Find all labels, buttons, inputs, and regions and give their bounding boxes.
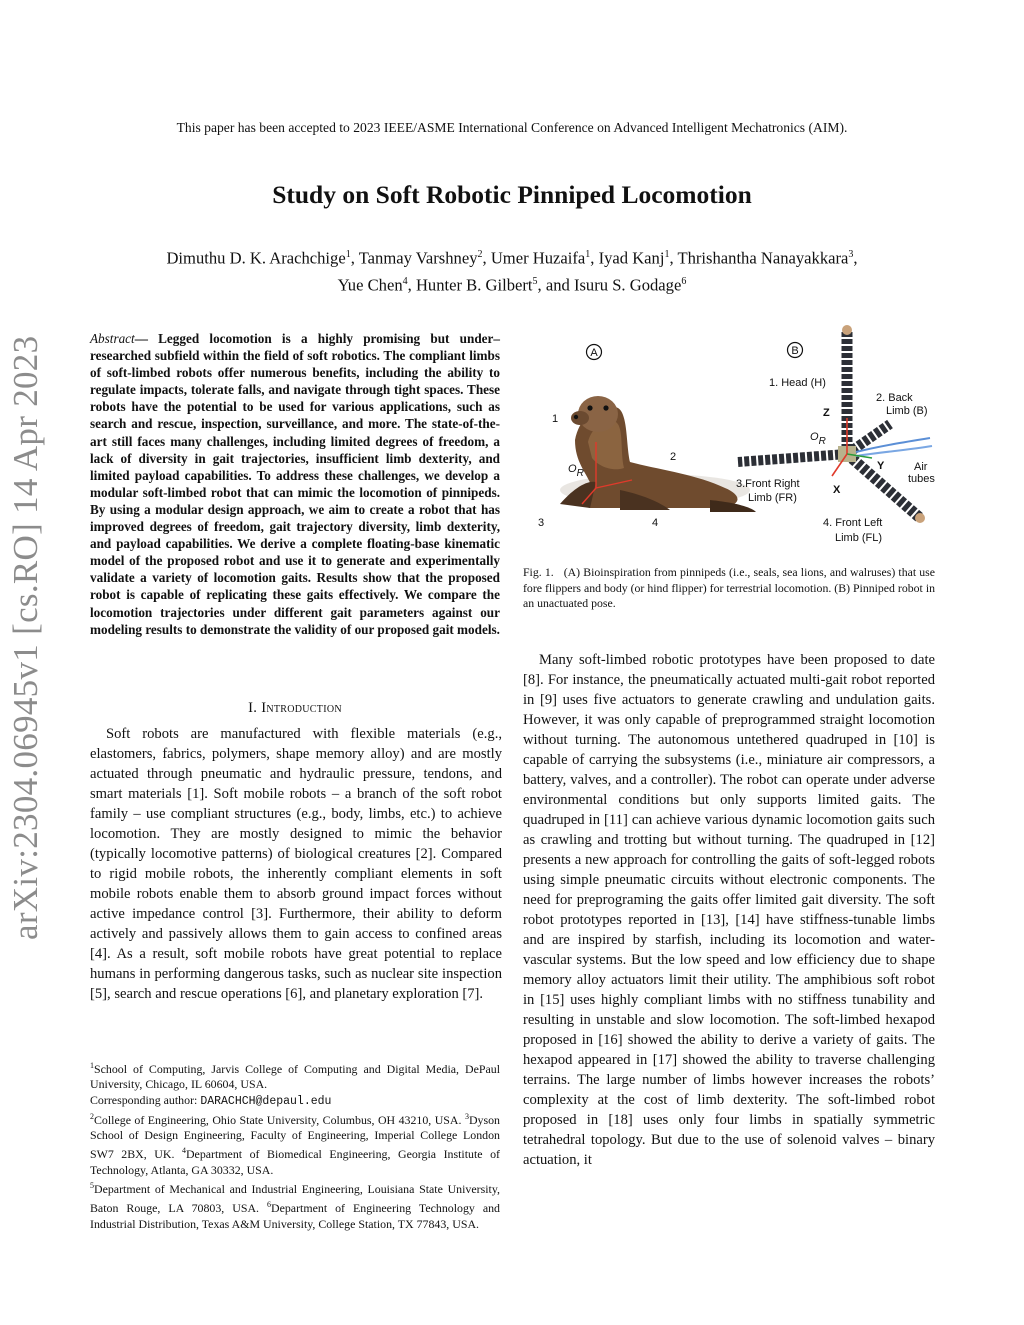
front-left-tip bbox=[915, 513, 925, 523]
front-right-label-1: 3.Front Right bbox=[736, 478, 800, 490]
author: Umer Huzaifa bbox=[490, 248, 586, 268]
sea-lion-snout bbox=[571, 411, 589, 425]
author: Iyad Kanj bbox=[598, 248, 665, 268]
paragraph: Many soft-limbed robotic prototypes have been proposed to date [8]. For instance, the pneumatically actuated multi-gait robot reported in [9] uses five actuators to generate crawling and undulation gaits. However, it was only capable of preprogrammed straight locomotion without turning. The autonomous untethered quadruped in [10] is capable of carrying the subsystems (i.e., miniature air compressors, a battery, valves, and a controller). The robot can operate under adverse environmental conditions but only supports limited gaits. The quadruped in [11] can achieve various dynamic locomotion gaits such as crawling and trotting but without turning. The quadruped in [12] presents a new approach for controlling the gaits of soft-legged robots using simple pneumatic circuits without electronic components. The need for preprograming the gaits offer limited gait diversity. The soft robot prototypes reported in [13], [14] have stiffness-tunable limbs and are inspired by starfish, including its locomotion and water-vascular systems. But the low speed and low efficiency due to shape memory alloy actuators limit their utility. The amphibious soft robot in [15] uses highly compliant limbs with no stiffness tunability and resulting in unstable and slow locomotion. The soft-limbed hexapod proposed in [16] showed the ability to derive a variety of gaits. The hexapod appeared in [17] showed the ability to traverse challenging terrains. The large number of limbs however increases the robots’ complexity at the cost of limb dexterity. The soft-limbed robot proposed in [18] uses only four limbs in spatially symmetric tetrahedral topology. But due to the use of solenoid valves – binary actuation, it bbox=[523, 652, 935, 1168]
panel-a-label: A bbox=[590, 347, 598, 359]
origin-label-a: OR bbox=[568, 463, 584, 479]
footnote bbox=[90, 1178, 500, 1232]
right-column-text bbox=[523, 650, 935, 1170]
footnote-mark: 4 bbox=[181, 1146, 186, 1156]
footnote bbox=[90, 1109, 500, 1178]
footnote-text: Dyson School of Design Engineering, Faculty of Engineering, Imperial College London SW7 2BX, UK. bbox=[90, 1112, 500, 1162]
author-affil: 1 bbox=[345, 249, 351, 260]
section-heading bbox=[90, 700, 500, 717]
front-right-limb bbox=[738, 454, 847, 462]
axis-y-label: Y bbox=[877, 460, 885, 472]
footnote-mark: 5 bbox=[90, 1180, 94, 1190]
air-tubes-label-1: Air bbox=[914, 461, 928, 473]
section-number: I. bbox=[248, 700, 262, 716]
head-tip bbox=[842, 325, 852, 335]
abstract-label: Abstract bbox=[90, 331, 135, 346]
figure-caption bbox=[523, 565, 935, 612]
sea-lion-eye bbox=[587, 405, 592, 410]
author-affil: 3 bbox=[848, 249, 854, 260]
axis-z-label: Z bbox=[823, 407, 830, 419]
author-affil: 4 bbox=[402, 275, 408, 287]
author-affil: 2 bbox=[477, 249, 483, 260]
footnote-mark: 1 bbox=[90, 1061, 94, 1070]
intro-text bbox=[90, 724, 502, 1004]
author-affil: 6 bbox=[681, 275, 687, 287]
corresponding-email[interactable]: DARACHCH@depaul.edu bbox=[200, 1094, 332, 1108]
panel-b-label: B bbox=[791, 345, 799, 357]
footnotes bbox=[90, 1058, 500, 1232]
acceptance-note: This paper has been accepted to 2023 IEEE/ASME International Conference on Advanced Intelligent Mechatronics (AIM). bbox=[176, 120, 848, 135]
origin-label-b: OR bbox=[810, 431, 826, 447]
caption-text: (A) Bioinspiration from pinnipeds (i.e., seals, sea lions, and walruses) that use fore flippers and body (or hind flipper) for terrestrial locomotion. (B) Pinniped robot in an unactuated pose. bbox=[523, 565, 936, 610]
head-label: 1. Head (H) bbox=[769, 377, 826, 389]
author: Tanmay Varshney bbox=[358, 248, 478, 268]
footnote-mark: 2 bbox=[90, 1111, 94, 1121]
abstract bbox=[90, 330, 500, 638]
footnote-text: Department of Biomedical Engineering, Georgia Institute of Technology, Atlanta, GA 30332, USA. bbox=[90, 1147, 500, 1177]
panel-a-badge bbox=[587, 345, 602, 360]
axis-x-label: X bbox=[833, 484, 841, 496]
figure-1 bbox=[520, 322, 940, 562]
footnote-mark: 3 bbox=[464, 1111, 469, 1121]
sea-lion-nose bbox=[574, 415, 578, 419]
panel-b-badge bbox=[788, 343, 803, 358]
paragraph: Soft robots are manufactured with flexible materials (e.g., elastomers, fabrics, polymers, shape memory alloy) and are mostly actuated through pneumatic and hydraulic pressure, tendons, and smart materials [1]. Soft mobile robots – a branch of the soft robot family – use compliant structures (e.g., body, limbs, etc.) to achieve locomotion. They are mostly designed to mimic the behavior (typically locomotive patterns) of biological creatures [2]. Compared to rigid mobile robots, the inherently compliant elements in soft mobile robots enable them to absorb ground impact forces without active impedance control [3]. Furthermore, their ability to deform actively and passively allows them to gain access to confined areas [4]. As a result, soft mobile robots have great potential to replace humans in performing dangerous tasks, such as nuclear site inspection [5], search and rescue operations [6], and planetary exploration [7]. bbox=[90, 726, 502, 1002]
footnote-text: School of Computing, Jarvis College of Computing and Digital Media, DePaul University, Chicago, IL 60604, USA. bbox=[90, 1061, 500, 1092]
author: Yue Chen bbox=[337, 275, 403, 295]
front-left-label-1: 4. Front Left bbox=[823, 517, 883, 529]
footnote bbox=[90, 1093, 500, 1109]
back-limb-label-2: Limb (B) bbox=[886, 405, 928, 417]
section-title: Introduction bbox=[261, 700, 342, 716]
author-affil: 1 bbox=[664, 249, 670, 260]
front-left-label-2: Limb (FL) bbox=[835, 532, 883, 544]
caption-label: Fig. 1. bbox=[523, 565, 554, 579]
author-list: Dimuthu D. K. Arachchige$^1$, Tanmay Varshney$^2$, Umer Huzaifa$^1$, Iyad Kanj$^1$, Thrishantha Nanayakkara$^3$, Yue Chen$^4$, Hunter B. Gilbert$^5$, and Isuru S. Godage$^6$ bbox=[166, 248, 858, 295]
limb-label-4: 4 bbox=[652, 517, 659, 529]
front-right-label-2: Limb (FR) bbox=[748, 492, 797, 504]
limb-label-3: 3 bbox=[538, 517, 545, 529]
author: Hunter B. Gilbert bbox=[415, 275, 533, 295]
air-tubes-label-2: tubes bbox=[908, 473, 935, 485]
author: Dimuthu D. K. Arachchige bbox=[166, 248, 346, 268]
limb-label-2: 2 bbox=[670, 451, 677, 463]
paper-title: Study on Soft Robotic Pinniped Locomotion bbox=[272, 180, 752, 209]
abstract-text: — Legged locomotion is a highly promising but under–researched subfield within the field of soft robotics. The compliant limbs of soft-limbed robots offer numerous benefits, including the ability to regulate impacts, tolerate falls, and navigate through tight spaces. These robots have the potential to be used for various applications, such as search and rescue, inspection, surveillance, and more. The state-of-the-art still faces many challenges, including limited degrees of freedom, a lack of diversity in gait trajectories, insufficient limb dexterity, and limited payload capabilities. To address these challenges, we develop a modular soft-limbed robot that can mimic the locomotion of pinnipeds. By using a modular design approach, we aim to create a robot that has improved degrees of freedom, gait trajectory diversity, limb dexterity, and payload capabilities. We derive a complete floating-base kinematic model of the proposed robot and use it to generate and experimentally validate a variety of locomotion gaits. Results show that the proposed robot is capable of replicating these gaits effectively. We compare the locomotion trajectories under different gait parameters against our modeling results to demonstrate the validity of our proposed gait models. bbox=[90, 331, 500, 637]
author-affil: 1 bbox=[585, 249, 591, 260]
footnote-text: College of Engineering, Ohio State University, Columbus, OH 43210, USA. bbox=[94, 1112, 465, 1127]
limb-label-1: 1 bbox=[552, 413, 559, 425]
arxiv-stamp-text: arXiv:2304.06945v1 [cs.RO] 14 Apr 2023 bbox=[6, 335, 45, 940]
corresponding-label: Corresponding author: bbox=[90, 1092, 201, 1107]
author-affil: 5 bbox=[532, 275, 538, 287]
author: Thrishantha Nanayakkara bbox=[677, 248, 849, 268]
author: Isuru S. Godage bbox=[573, 275, 682, 295]
back-limb-label-1: 2. Back bbox=[876, 392, 913, 404]
air-tube bbox=[856, 446, 932, 456]
footnote bbox=[90, 1058, 500, 1093]
footnote-text: Department of Mechanical and Industrial Engineering, Louisiana State University, Baton Rouge, LA 70803, USA. bbox=[90, 1181, 500, 1216]
footnote-mark: 6 bbox=[267, 1200, 271, 1210]
sea-lion-eye bbox=[603, 405, 608, 410]
footnote-text: Department of Engineering Technology and Industrial Distribution, Texas A&M University, College Station, TX 77843, USA. bbox=[90, 1201, 500, 1231]
